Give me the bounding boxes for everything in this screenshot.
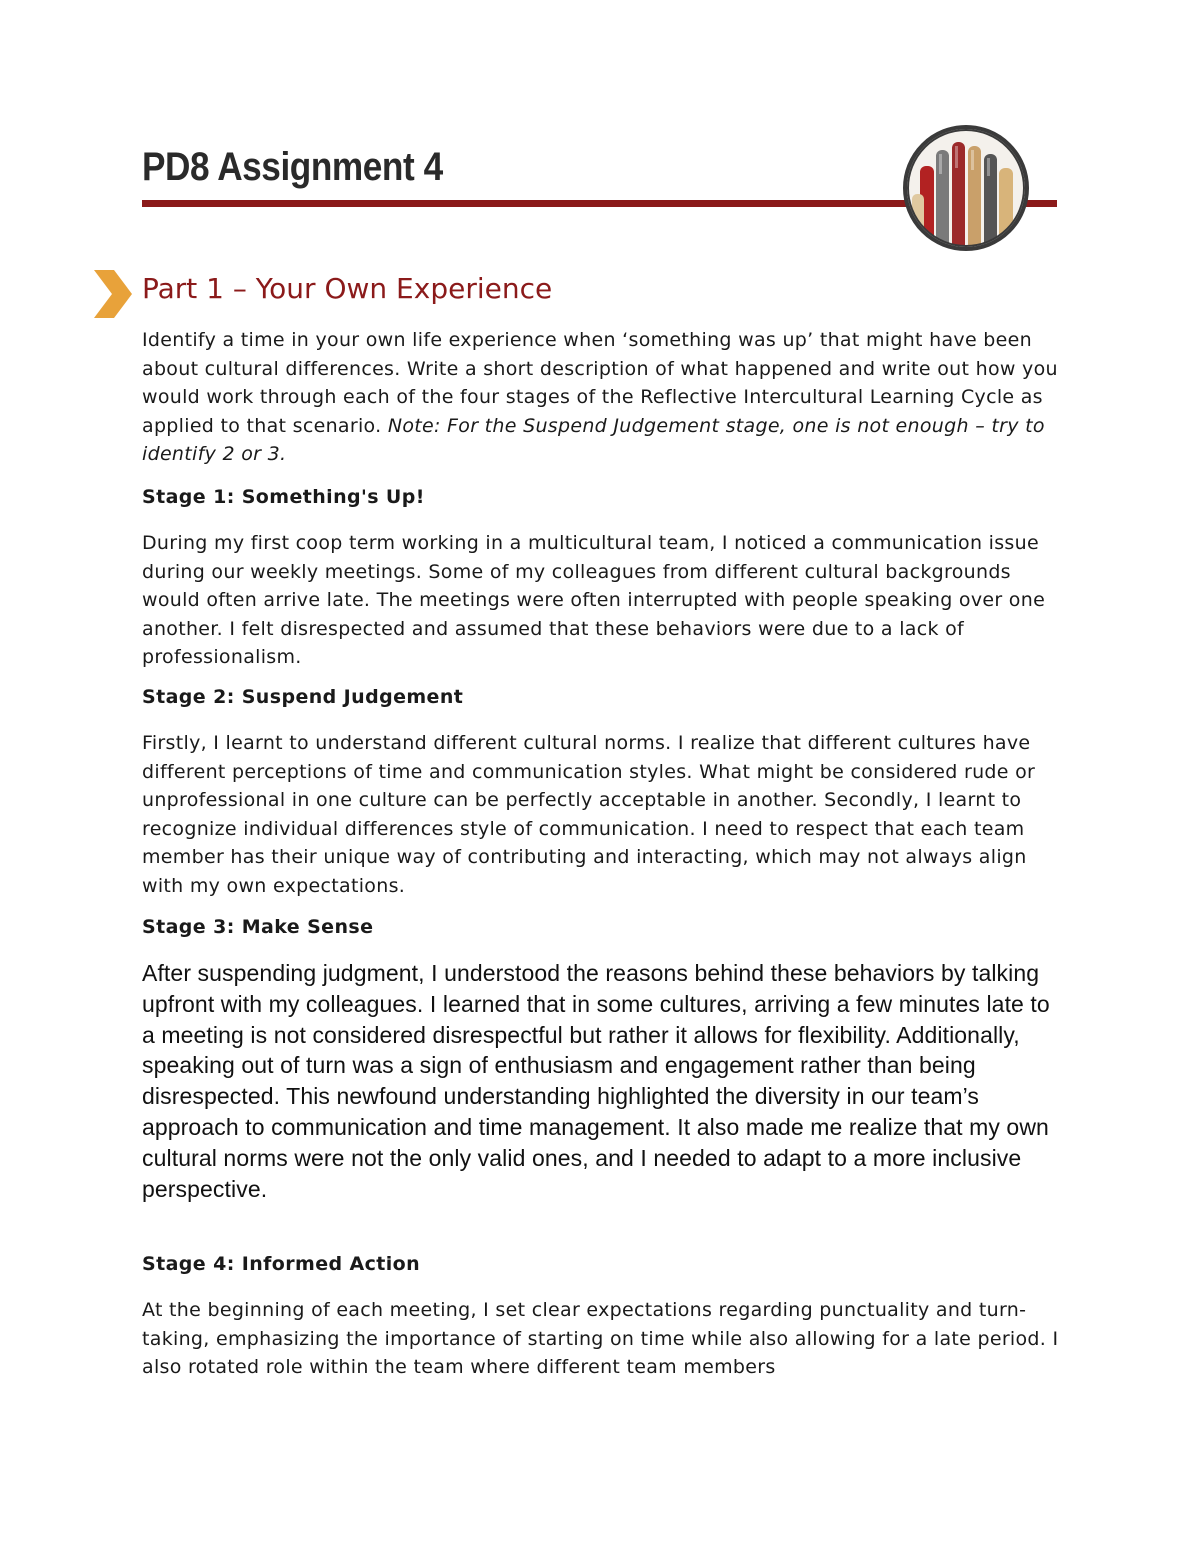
raised-hands-logo-icon	[902, 124, 1030, 252]
stage4-text: At the beginning of each meeting, I set clear expectations regarding punctuality and turn-taking, emphasizing the importance of starting on time while also allowing for a late period. I also rotated role within the team where different team members	[142, 1299, 1059, 1378]
chevron-right-icon	[92, 270, 132, 318]
instructions-note: Note: For the Suspend Judgement stage, one is not enough – try to identify 2 or 3.	[142, 414, 1045, 465]
stage3-text: After suspending judgment, I understood the reasons behind these behaviors by talking upfront with my colleagues. I learned that in some cultures, arriving a few minutes late to a meeting is not considered disrespectful but rather it allows for flexibility. Additionally, speaking out of turn was a sign of enthusiasm and engagement rather than being disrespected. This newfound understanding highlighted the diversity in our team’s approach to communication and time management. It also made me realize that my own cultural norms were not the only valid ones, and I needed to adapt to a more inclusive perspective.	[142, 960, 1050, 1202]
document-title: PD8 Assignment 4	[142, 145, 443, 189]
part1-heading: Part 1 – Your Own Experience	[142, 272, 553, 305]
stage1-text: During my first coop term working in a multicultural team, I noticed a communication issue during our weekly meetings. Some of my colleagues from different cultural backgrounds would often arrive late. The meetings were often interrupted with people speaking over one another. I felt disrespected and assumed that these behaviors were due to a lack of professionalism.	[142, 532, 1046, 668]
stage2-text: Firstly, I learnt to understand different cultural norms. I realize that different cultures have different perceptions of time and communication styles. What might be considered rude or unprofessional in one culture can be perfectly acceptable in another. Secondly, I learnt to recognize individual differences style of communication. I need to respect that each team member has their unique way of contributing and interacting, which may not always align with my own expectations.	[142, 732, 1036, 897]
stage3-heading: Stage 3: Make Sense	[142, 916, 374, 938]
instructions-text: Identify a time in your own life experience when ‘something was up’ that might have been about cultural differences. Write a short description of what happened and write out how you would work through each of the four stages of the Reflective Intercultural Learning Cycle as applied to that scenario.	[142, 329, 1058, 437]
stage4-heading: Stage 4: Informed Action	[142, 1253, 421, 1275]
stage2-heading: Stage 2: Suspend Judgement	[142, 686, 464, 708]
part1-instructions	[142, 326, 1072, 469]
stage1-heading: Stage 1: Something's Up!	[142, 486, 425, 508]
